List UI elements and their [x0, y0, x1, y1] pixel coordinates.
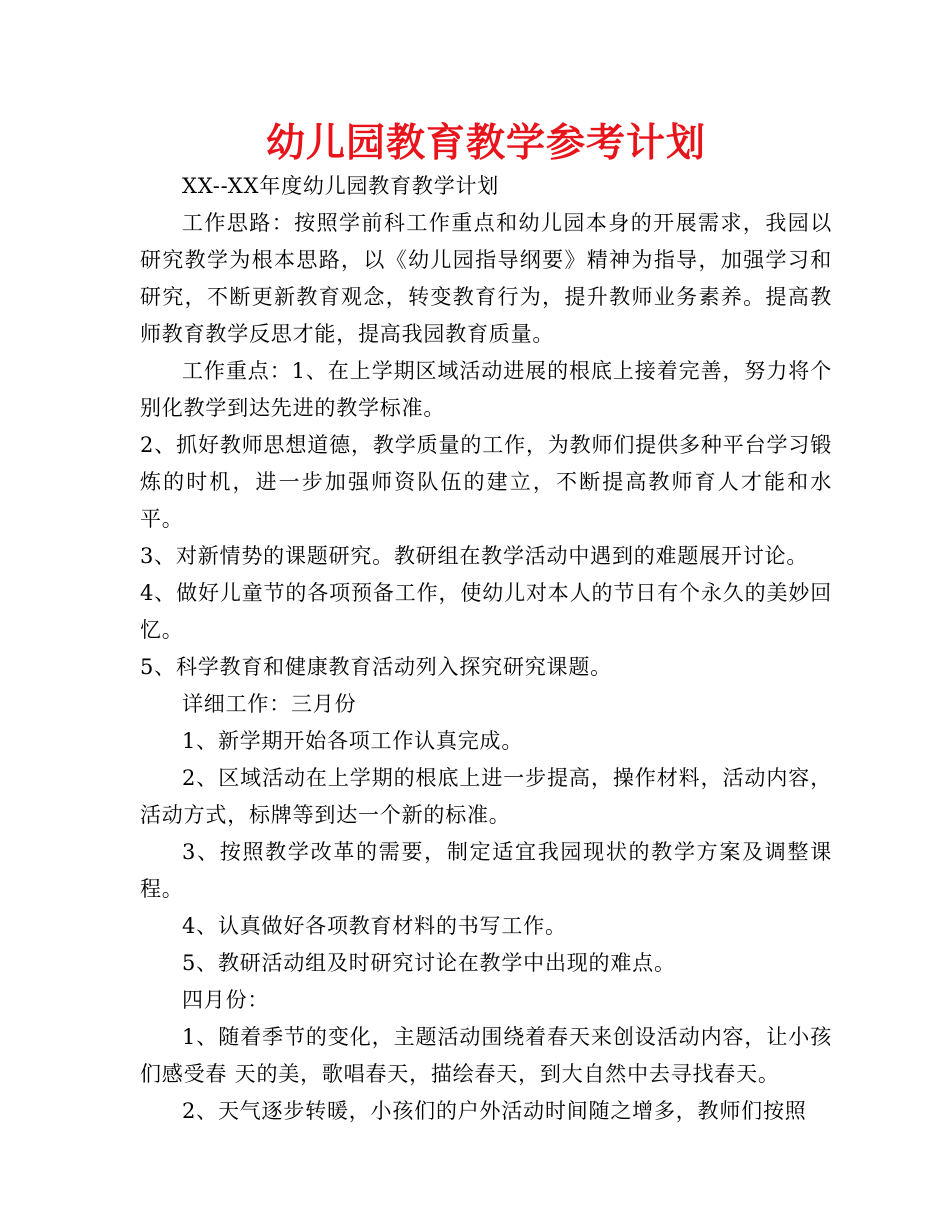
- paragraph: 4、做好儿童节的各项预备工作，使幼儿对本人的节日有个永久的美妙回忆。: [140, 581, 832, 642]
- paragraph: 四月份：: [182, 988, 270, 1012]
- paragraph: 工作思路：按照学前科工作重点和幼儿园本身的开展需求，我园以研究教学为根本思路，以《幼儿园指导纲要》精神为指导，加强学习和研究，不断更新教育观念，转变教育行为，提升教师业务素养。提高教师教育教学反思才能，提高我园教育质量。: [140, 211, 832, 346]
- paragraph: 2、区域活动在上学期的根底上进一步提高，操作材料，活动内容，活动方式，标牌等到达一个新的标准。: [140, 766, 832, 827]
- document-title: 幼儿园教育教学参考计划: [265, 121, 706, 166]
- paragraph: 5、科学教育和健康教育活动列入探究研究课题。: [140, 655, 612, 679]
- paragraph: 2、天气逐步转暖，小孩们的户外活动时间随之增多，教师们按照: [182, 1099, 807, 1123]
- paragraph: 2、抓好教师思想道德，教学质量的工作，为教师们提供多种平台学习锻炼的时机，进一步加强师资队伍的建立，不断提高教师育人才能和水平。: [140, 433, 832, 531]
- document-body: [140, 168, 832, 1130]
- paragraph: 1、新学期开始各项工作认真完成。: [182, 729, 524, 753]
- paragraph: 1、随着季节的变化，主题活动围绕着春天来创设活动内容，让小孩们感受春 天的美，歌唱春天，描绘春天，到大自然中去寻找春天。: [140, 1025, 832, 1086]
- paragraph: 详细工作：三月份: [182, 692, 357, 716]
- paragraph: 3、按照教学改革的需要，制定适宜我园现状的教学方案及调整课程。: [140, 840, 832, 901]
- paragraph: 3、对新情势的课题研究。教研组在教学活动中遇到的难题展开讨论。: [140, 544, 809, 568]
- paragraph: 工作重点：1、在上学期区域活动进展的根底上接着完善，努力将个别化教学到达先进的教学标准。: [140, 359, 832, 420]
- document-subtitle: XX--XX年度幼儿园教育教学计划: [182, 174, 500, 198]
- paragraph: 4、认真做好各项教育材料的书写工作。: [182, 914, 567, 938]
- paragraph: 5、教研活动组及时研究讨论在教学中出现的难点。: [182, 951, 676, 975]
